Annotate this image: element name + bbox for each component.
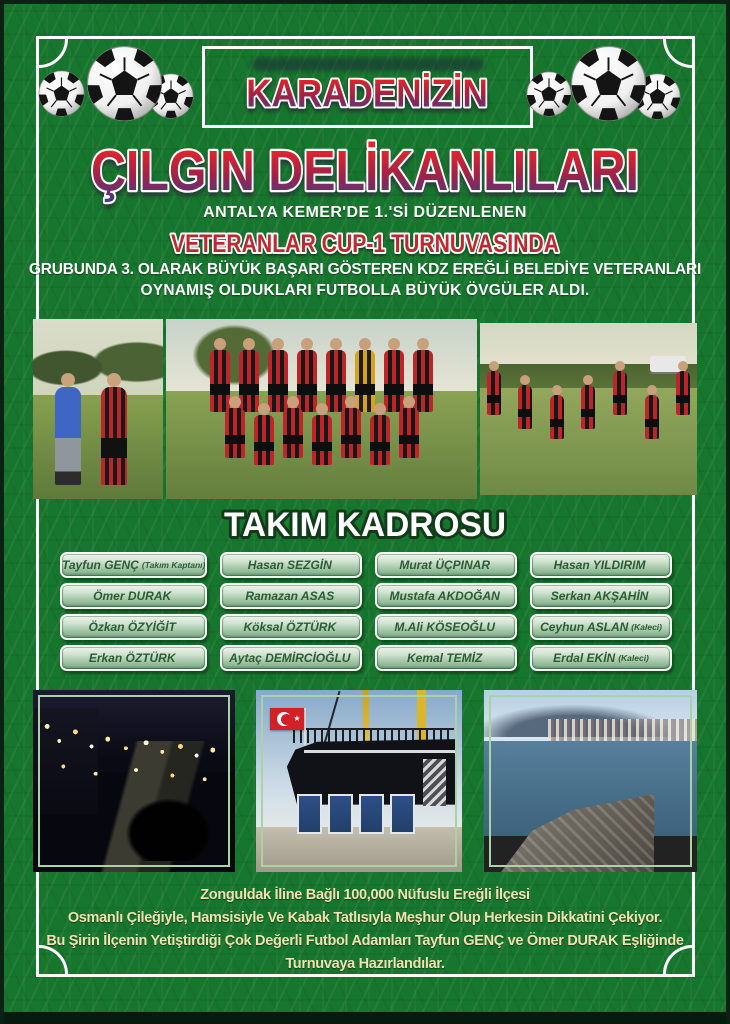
poster-title-line2: ÇILGIN DELİKANLILARI: [91, 139, 639, 203]
player-name: Hasan SEZGİN: [247, 558, 332, 572]
eregli-coastline-rocks-photo: [484, 690, 697, 872]
roster-player: [60, 583, 207, 609]
roster-column-2: [220, 552, 362, 671]
roster-player: [60, 645, 207, 671]
title-box: [202, 46, 533, 128]
player-name: Ömer DURAK: [93, 589, 172, 603]
player-note: (Takım Kaptanı): [141, 560, 206, 570]
roster-player: [530, 614, 672, 640]
player-name: Kemal TEMİZ: [406, 651, 483, 665]
poster-title-line1: KARADENİZİN: [246, 71, 488, 116]
roster-title: TAKIM KADROSU: [224, 506, 506, 544]
soccer-ball-icon: [38, 70, 85, 117]
roster-grid: [60, 552, 672, 671]
team-front-row: [175, 404, 467, 465]
footer-text: [18, 884, 712, 976]
footer-line-3: Bu Şirin İlçenin Yetiştirdiği Çok Değerli Futbol Adamları Tayfun GENÇ ve Ömer DURAK Eşliğinde: [46, 933, 684, 949]
info-panels: [297, 794, 415, 834]
footer-line-1: Zonguldak İline Bağlı 100,000 Nüfuslu Ereğli İlçesi: [200, 887, 530, 903]
player-name: Erdal EKİN: [553, 651, 616, 665]
museum-ship-turkish-flag-photo: [256, 690, 462, 872]
player-name: Murat ÜÇPINAR: [399, 558, 490, 572]
description-line1: GRUBUNDA 3. OLARAK BÜYÜK BAŞARI GÖSTEREN KDZ EREĞLİ BELEDİYE VETERANLARI: [28, 261, 702, 278]
player-figure: [55, 387, 81, 485]
player-name: Erkan ÖZTÜRK: [88, 651, 176, 665]
footer-line-2: Osmanlı Çileğiyle, Hamsisiyle Ve Kabak Tatlısıyla Meşhur Olup Herkesin Dikkatini Çekiyor.: [67, 910, 663, 926]
player-name: Serkan AKŞAHİN: [550, 589, 649, 603]
team-walking-on-pitch-photo: [480, 323, 697, 495]
player-name: Tayfun GENÇ: [62, 558, 139, 572]
subtitle-antalya: ANTALYA KEMER'DE 1.'Sİ DÜZENLENEN: [203, 204, 527, 221]
roster-player: [375, 614, 517, 640]
two-players-portrait-photo: [33, 319, 163, 499]
player-name: Ceyhun ASLAN: [540, 620, 629, 634]
roster-player: [530, 552, 672, 578]
player-note: (Kaleci): [631, 622, 663, 632]
roster-player: [375, 552, 517, 578]
roster-player: [220, 645, 362, 671]
turkish-flag-icon: [270, 708, 304, 730]
player-name: Aytaç DEMİRCİOĞLU: [229, 651, 351, 665]
walking-players-row: [487, 371, 691, 439]
roster-player: [375, 583, 517, 609]
roster-player: [60, 614, 207, 640]
player-name: Hasan YILDIRIM: [553, 558, 646, 572]
roster-player: [220, 552, 362, 578]
player-name: Köksal ÖZTÜRK: [243, 620, 337, 634]
footer-line-4: Turnuvaya Hazırlandılar.: [285, 956, 445, 972]
tournament-banner: VETERANLAR CUP-1 TURNUVASINDA: [171, 230, 559, 258]
roster-column-3: [375, 552, 517, 671]
eregli-night-promenade-photo: [33, 690, 235, 872]
roster-player: [530, 583, 672, 609]
roster-column-1: [60, 552, 207, 671]
roster-player: [220, 614, 362, 640]
player-name: Ramazan ASAS: [245, 589, 335, 603]
team-group-photo: [166, 319, 477, 499]
soccer-ball-icon: [86, 45, 163, 122]
soccer-ball-icon: [526, 71, 572, 117]
player-note: (Kaleci): [618, 653, 649, 663]
roster-player: [220, 583, 362, 609]
roster-player: [60, 552, 207, 578]
player-name: Özkan ÖZYİĞİT: [88, 620, 176, 634]
description-line2: OYNAMIŞ OLDUKLARI FUTBOLLA BÜYÜK ÖVGÜLER ALDI.: [140, 282, 590, 299]
player-name: M.Ali KÖSEOĞLU: [394, 620, 495, 634]
roster-player: [375, 645, 517, 671]
player-figure: [101, 387, 127, 485]
ship-stairs: [423, 759, 446, 806]
player-name: Mustafa AKDOĞAN: [389, 589, 500, 603]
roster-player: [530, 645, 672, 671]
soccer-ball-icon: [570, 45, 647, 122]
roster-column-4: [530, 552, 672, 671]
